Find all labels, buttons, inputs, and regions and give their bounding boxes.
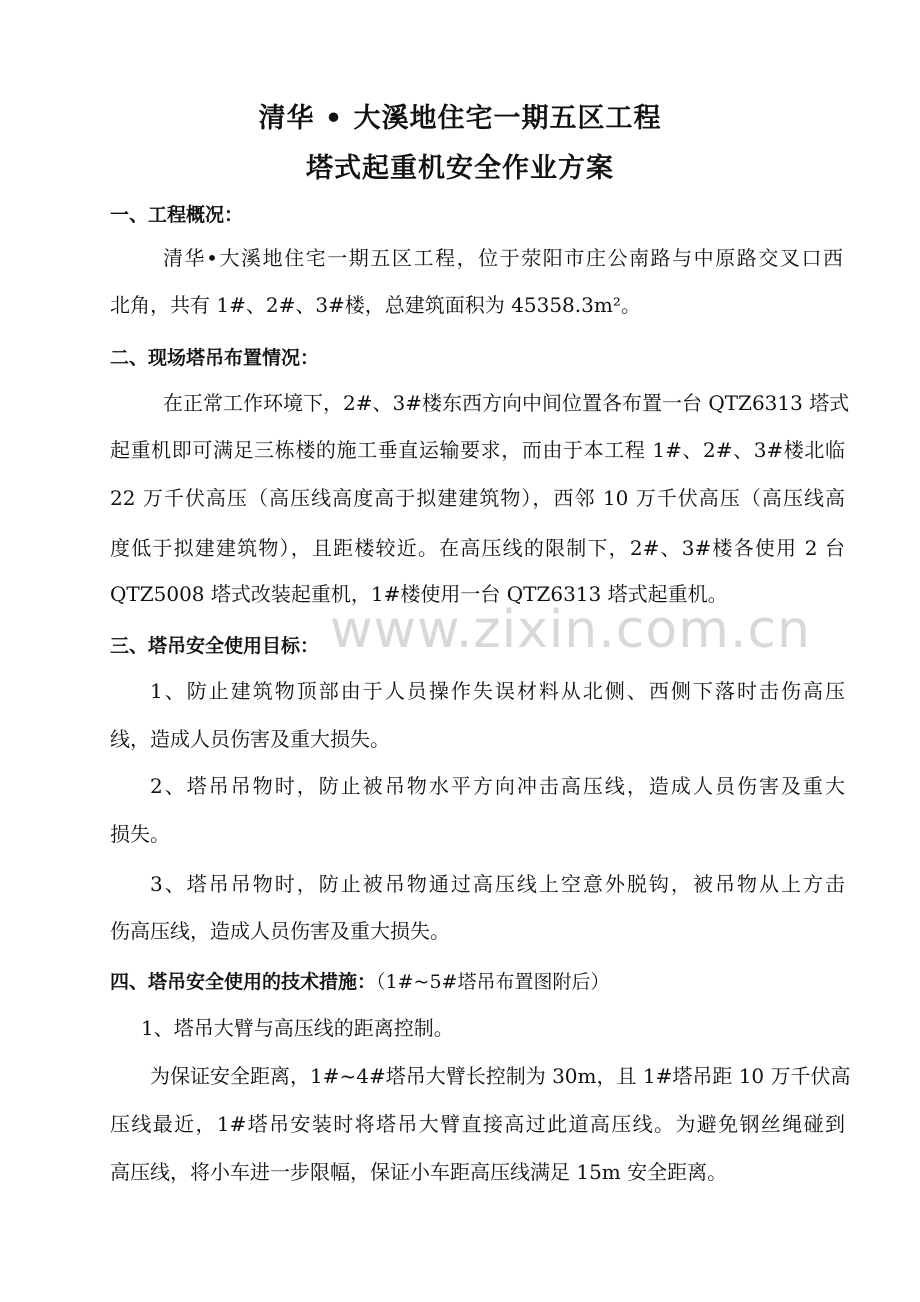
document-subtitle: 塔式起重机安全作业方案 [306,153,614,184]
list-item-line: 伤高压线，造成人员伤害及重大损失。 [110,919,450,943]
section-heading-4 [110,967,609,994]
list-item-line: 1、防止建筑物顶部由于人员操作失误材料从北侧、西侧下落时击伤高压 [150,679,845,703]
paragraph-line: 清华•大溪地住宅一期五区工程，位于荥阳市庄公南路与中原路交叉口西 [163,246,843,270]
list-item-line: 3、塔吊吊物时，防止被吊物通过高压线上空意外脱钩，被吊物从上方击 [150,872,845,896]
paragraph-line: 为保证安全距离，1#~4#塔吊大臂长控制为 30m，且 1#塔吊距 10 万千伏高 [150,1064,851,1088]
section-heading-4-text: 四、塔吊安全使用的技术措施： [110,971,377,993]
paragraph-line: 22 万千伏高压（高压线高度高于拟建建筑物），西邻 10 万千伏高压（高压线高 [110,486,845,510]
list-item-line: 2、塔吊吊物时，防止被吊物水平方向冲击高压线，造成人员伤害及重大 [150,774,845,798]
paragraph-line: 北角，共有 1#、2#、3#楼，总建筑面积为 45358.3m²。 [110,293,641,317]
paragraph-line: 在正常工作环境下，2#、3#楼东西方向中间位置各布置一台 QTZ6313 塔式 [163,391,850,415]
watermark: www.zixin.com.cn [330,600,811,660]
paragraph-line: 起重机即可满足三栋楼的施工垂直运输要求，而由于本工程 1#、2#、3#楼北临 [110,438,845,462]
paragraph-line: 压线最近，1#塔吊安装时将塔吊大臂直接高过此道高压线。为避免钢丝绳碰到 [110,1112,845,1136]
paragraph-line: QTZ5008 塔式改装起重机，1#楼使用一台 QTZ6313 塔式起重机。 [110,582,728,606]
paragraph-line: 高压线，将小车进一步限幅，保证小车距高压线满足 15m 安全距离。 [110,1160,728,1184]
section-heading-2: 二、现场塔吊布置情况： [110,347,320,369]
document-title: 清华 • 大溪地住宅一期五区工程 [258,103,662,134]
paragraph-line: 度低于拟建建筑物），且距楼较近。在高压线的限制下，2#、3#楼各使用 2 台 [110,536,845,560]
list-item-line: 损失。 [110,822,170,846]
subsection-heading: 1、塔吊大臂与高压线的距离控制。 [141,1016,454,1040]
list-item-line: 线，造成人员伤害及重大损失。 [110,727,390,751]
section-heading-1: 一、工程概况： [110,204,244,226]
section-heading-4-note: （1#~5#塔吊布置图附后） [376,971,610,993]
section-heading-3: 三、塔吊安全使用目标： [110,635,320,657]
